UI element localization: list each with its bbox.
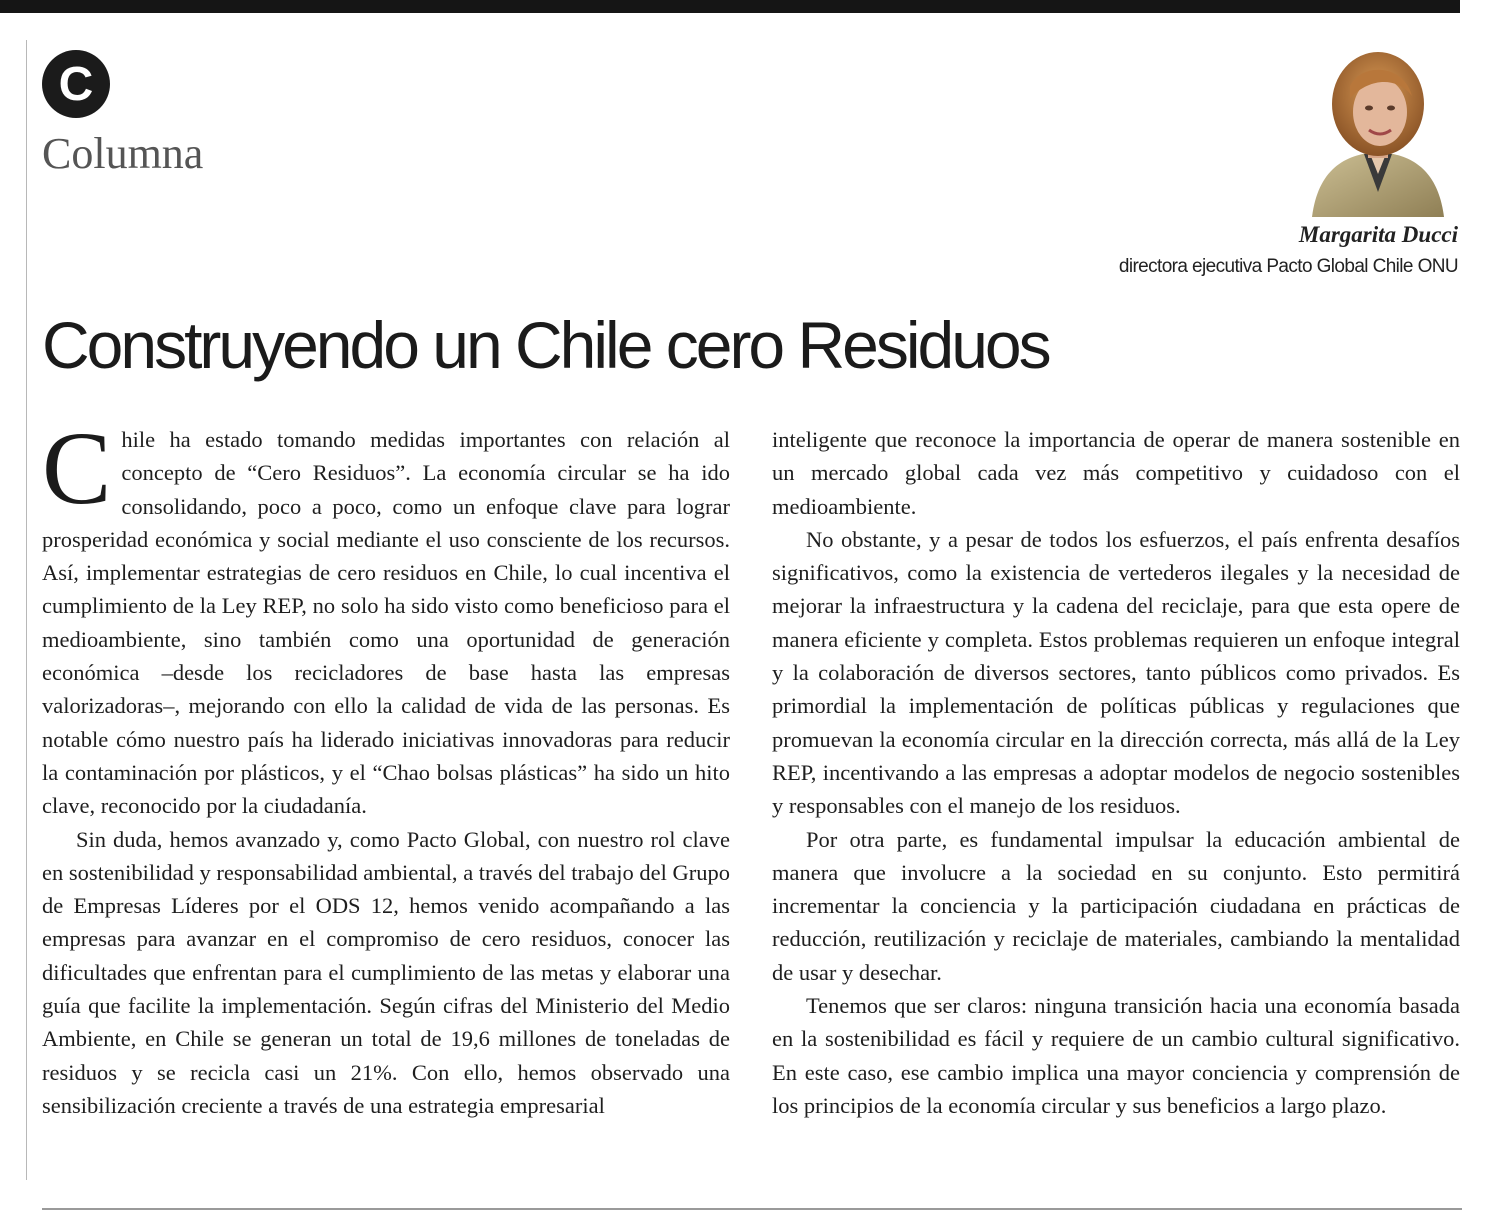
left-margin-rule: [26, 40, 27, 1180]
paragraph-5: Tenemos que ser claros: ninguna transición hacia una economía basada en la sostenibilidad es fácil y requiere de un cambio cultural significativo. En este caso, ese cambio implica una mayor conciencia y comprensión de los principios de la economía circular y sus beneficios a largo plazo.: [772, 993, 1460, 1118]
article-headline: Construyendo un Chile cero Residuos: [42, 308, 1049, 382]
top-rule: [0, 0, 1460, 13]
author-name: Margarita Ducci: [1298, 222, 1458, 247]
bottom-rule: [42, 1208, 1462, 1210]
author-portrait: [1310, 42, 1446, 217]
column-badge: [42, 50, 110, 118]
author-title: directora ejecutiva Pacto Global Chile ONU: [1118, 256, 1458, 277]
paragraph-3: No obstante, y a pesar de todos los esfuerzos, el país enfrenta desafíos significativos, como la existencia de vertederos ilegales y la necesidad de mejorar la infraestructura y la cadena del reciclaje, para que esta opere de manera eficiente y completa. Estos problemas requieren un enfoque integral y la colaboración de diversos sectores, tanto públicos como privados. Es primordial la implementación de políticas públicas y regulaciones que promuevan la economía circular en la dirección correcta, más allá de la Ley REP, incentivando a las empresas a adoptar modelos de negocio sostenibles y responsables con el manejo de los residuos.: [772, 526, 1460, 819]
section-label: Columna: [42, 129, 204, 178]
paragraph-4: Por otra parte, es fundamental impulsar la educación ambiental de manera que involucre a la sociedad en su conjunto. Esto permitirá incrementar la conciencia y la participación ciudadana en prácticas de reducción, reutilización y reciclaje de materiales, cambiando la mentalidad de usar y desechar.: [772, 826, 1460, 985]
paragraph-2: Sin duda, hemos avanzado y, como Pacto Global, con nuestro rol clave en sostenibilidad y responsabilidad ambiental, a través del trabajo del Grupo de Empresas Líderes por el ODS 12, hemos venido acompañando a las empresas para avanzar en el compromiso de cero residuos, conocer las dificultades que enfrentan para el cumplimiento de las metas y elaborar una guía que facilite la implementación. Según cifras del Ministerio del Medio Ambiente, en Chile se generan un total de 19,6 millones de toneladas de residuos y se recicla casi un 21%. Con ello, hemos observado una sensibilización creciente a través de una estrategia empresarial: [42, 826, 730, 1118]
paragraph-2-continued: inteligente que reconoce la importancia de operar de manera sostenible en un mercado global cada vez más competitivo y cuidadoso con el medioambiente.: [772, 427, 1460, 519]
paragraph-1: [42, 411, 730, 823]
article-left-column: [42, 411, 730, 1122]
paragraph-1-text: hile ha estado tomando medidas importantes con relación al concepto de “Cero Residuos”. La economía circular se ha ido consolidando, poco a poco, como un enfoque clave para lograr prosperidad económica y social mediante el uso consciente de los recursos. Así, implementar estrategias de cero residuos en Chile, lo cual incentiva el cumplimiento de la Ley REP, no solo ha sido visto como beneficioso para el medioambiente, sino también como una oportunidad de generación económica –desde los recicladores de base hasta las empresas valorizadoras–, mejorando con ello la calidad de vida de las personas. Es notable cómo nuestro país ha liderado iniciativas innovadoras para reducir la contaminación por plásticos, y el “Chao bolsas plásticas” ha sido un hito clave, reconocido por la ciudadanía.: [42, 427, 730, 819]
column-badge-letter: C: [58, 57, 94, 111]
article-right-column: [772, 423, 1460, 1122]
drop-cap: C: [42, 411, 112, 526]
